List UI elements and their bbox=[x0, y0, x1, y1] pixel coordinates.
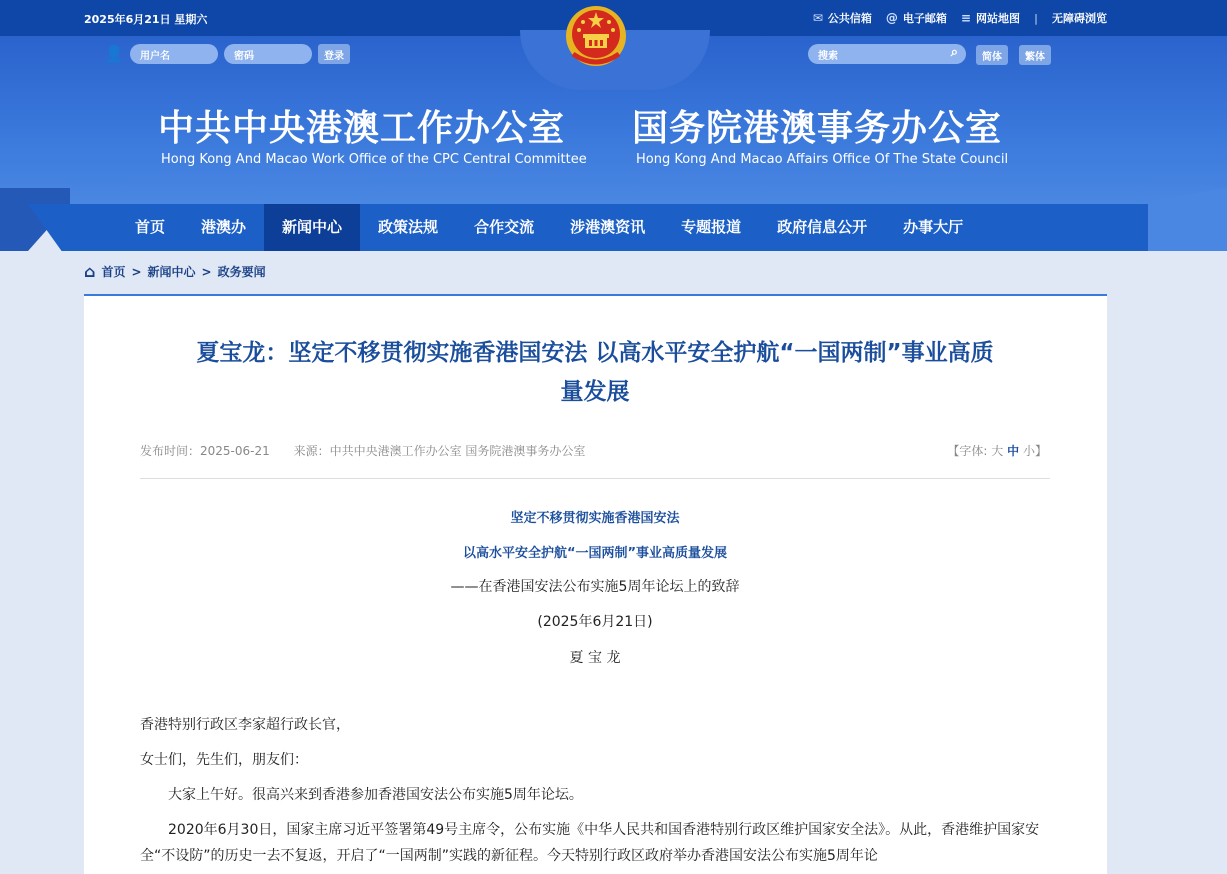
paragraph-intro: 大家上午好。很高兴来到香港参加香港国安法公布实施5周年论坛。 bbox=[168, 787, 583, 803]
nav-policy[interactable]: 政策法规 bbox=[378, 218, 439, 236]
breadcrumb-sep: > bbox=[201, 264, 212, 279]
paragraph-body: 2020年6月30日，国家主席习近平签署第49号主席令，公布实施《中华人民共和国香港特别行政区维护国家安全法》。从此，香港维护国家安全“不设防”的历史一去不复返，开启了“一国两制”实践的新征程。今天特别行政区政府举办香港国安法公布实施5周年论 bbox=[140, 822, 1040, 864]
list-icon: ≡ bbox=[960, 11, 971, 25]
divider bbox=[140, 478, 1050, 479]
nav-special-reports[interactable]: 专题报道 bbox=[681, 218, 742, 236]
traditional-button[interactable]: 繁体 bbox=[1019, 45, 1051, 65]
publish-time: 发布时间：2025-06-21 bbox=[140, 444, 270, 458]
nav-cooperation[interactable]: 合作交流 bbox=[474, 218, 535, 236]
nav-items bbox=[117, 204, 981, 251]
font-medium-button[interactable]: 中 bbox=[1007, 444, 1020, 458]
breadcrumb-current[interactable]: 政务要闻 bbox=[217, 265, 266, 279]
breadcrumb bbox=[84, 262, 266, 281]
username-input[interactable]: 用户名 bbox=[130, 44, 218, 64]
login-bar bbox=[104, 44, 350, 64]
home-icon: ⌂ bbox=[84, 262, 96, 281]
site-subtitle-left: Hong Kong And Macao Work Office of the CPC Central Committee bbox=[161, 152, 587, 167]
user-icon: 👤 bbox=[104, 44, 124, 63]
font-large-button[interactable]: 大 bbox=[991, 444, 1004, 458]
current-date: 2025年6月21日 星期六 bbox=[84, 13, 208, 26]
sitemap-link[interactable]: ≡ 网站地图 bbox=[960, 11, 1020, 25]
speech-title-1: 坚定不移贯彻实施香港国安法 bbox=[510, 511, 680, 526]
breadcrumb-home[interactable]: 首页 bbox=[101, 265, 126, 279]
nav-service-hall[interactable]: 办事大厅 bbox=[903, 218, 964, 236]
site-title-right: 国务院港澳事务办公室 bbox=[632, 108, 1003, 149]
breadcrumb-news[interactable]: 新闻中心 bbox=[147, 265, 196, 279]
article-meta bbox=[140, 442, 605, 459]
password-input[interactable]: 密码 bbox=[224, 44, 312, 64]
at-icon: @ bbox=[885, 11, 898, 25]
public-mailbox-link[interactable]: ✉ 公共信箱 bbox=[812, 11, 872, 25]
breadcrumb-sep: > bbox=[131, 264, 142, 279]
divider: | bbox=[1033, 11, 1038, 25]
site-title-left: 中共中央港澳工作办公室 bbox=[158, 108, 566, 149]
nav-hk-macao-info[interactable]: 涉港澳资讯 bbox=[570, 218, 646, 236]
article-title: 夏宝龙：坚定不移贯彻实施香港国安法 以高水平安全护航“一国两制”事业高质 量发展 bbox=[196, 340, 994, 405]
login-button[interactable]: 登录 bbox=[318, 44, 350, 64]
email-link[interactable]: @ 电子邮箱 bbox=[885, 11, 947, 25]
font-size-control: 【字体: 大 中 小】 bbox=[947, 444, 1047, 458]
search-input[interactable]: 搜索 ⌕ bbox=[808, 44, 966, 64]
paragraph-salutation-1: 香港特别行政区李家超行政长官， bbox=[140, 717, 350, 733]
top-links bbox=[813, 10, 1107, 26]
search-icon[interactable]: ⌕ bbox=[950, 45, 958, 60]
speech-date: (2025年6月21日) bbox=[537, 614, 653, 630]
simplified-button[interactable]: 简体 bbox=[976, 45, 1008, 65]
font-small-button[interactable]: 小】 bbox=[1022, 444, 1047, 458]
speech-title-2: 以高水平安全护航“一国两制”事业高质量发展 bbox=[462, 546, 728, 561]
national-emblem-icon bbox=[563, 0, 629, 74]
speech-occasion: ——在香港国安法公布实施5周年论坛上的致辞 bbox=[450, 579, 740, 595]
accessibility-link[interactable]: 无障碍浏览 bbox=[1052, 12, 1107, 25]
envelope-icon: ✉ bbox=[812, 11, 823, 25]
nav-news[interactable]: 新闻中心 bbox=[264, 204, 360, 251]
nav-home[interactable]: 首页 bbox=[135, 218, 166, 236]
nav-gov-info[interactable]: 政府信息公开 bbox=[777, 218, 868, 236]
speech-author: 夏 宝 龙 bbox=[569, 650, 621, 666]
paragraph-salutation-2: 女士们，先生们，朋友们： bbox=[140, 752, 308, 768]
article-source: 来源：中共中央港澳工作办公室 国务院港澳事务办公室 bbox=[293, 444, 586, 458]
nav-hmo[interactable]: 港澳办 bbox=[201, 218, 247, 236]
site-subtitle-right: Hong Kong And Macao Affairs Office Of The State Council bbox=[636, 152, 1009, 167]
